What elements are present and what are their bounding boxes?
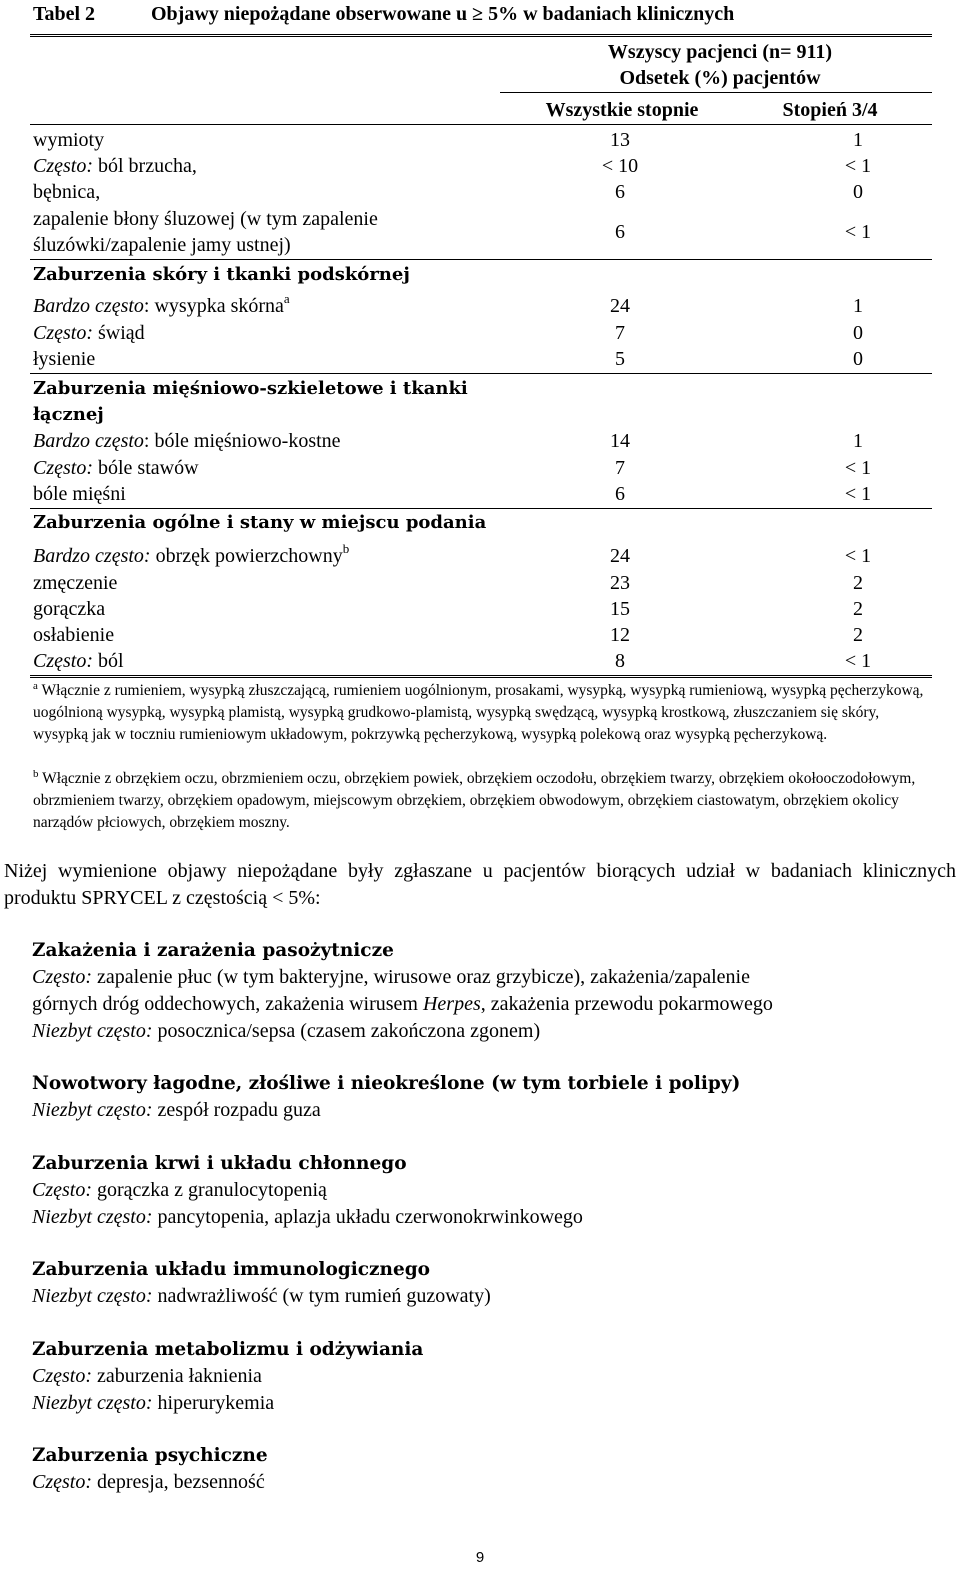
section-heading: Zakażenia i zarażenia pasożytnicze	[32, 940, 394, 961]
cell-all-grades: 12	[610, 624, 630, 646]
section-heading: Zaburzenia metabolizmu i odżywiania	[32, 1339, 424, 1360]
intro-paragraph: Niżej wymienione objawy niepożądane były zgłaszane u pacjentów biorących udział w badaniach klinicznych produktu SPRYCEL z częstością < 5%:	[4, 860, 956, 909]
section-line: Niezbyt często: posocznica/sepsa (czasem zakończona zgonem)	[32, 1020, 541, 1042]
section-line: Często: zapalenie płuc (w tym bakteryjne, wirusowe oraz grzybicze), zakażenia/zapalenie	[32, 966, 750, 988]
group-header-percent: Odsetek (%) pacjentów	[619, 67, 821, 89]
cell-all-grades: 15	[610, 598, 630, 620]
cell-grade-3-4: 0	[853, 322, 863, 344]
footnote-marker: a	[283, 291, 290, 306]
column-header-all-grades: Wszystkie stopnie	[545, 99, 699, 121]
document-page: Tabel 2 Objawy niepożądane obserwowane u ≥ 5% w badaniach klinicznych Wszyscy pacjenci (n= 911) Odsetek (%) pacjentów Wszystkie stopnie Stopień 3/4 wymioty 13 1 Często: ból brzucha, < 10 < 1 bębnica, 6 0 zapalenie błony śluzowej (w tym zapalenie śluzówki/zapalenie jamy ustnej) 6 < 1 Zaburzenia skóry i tkanki podskórnej Bardzo często: wysypka skórna$^a$ 24 1 Często: świąd 7 0 łysienie 5 0 Zaburzenia mięśniowo-szkieletowe i tkanki łącznej Bardzo często: bóle mięśniowo-kostne 14 1 Często: bóle stawów 7 < 1 bóle mięśni 6 < 1 Zaburzenia ogólne i stany w miejscu podania Bardzo często: obrzęk powierzchowny$^b$ 24 < 1 zmęczenie 23 2 gorączka 15 2 osłabienie 12 2 Często: ból 8 < 1 $^a$ Włącznie z rumieniem, wysypką złuszczającą, rumieniem uogólnionym, prosakami, wysypką, wysypką rumieniową, wysypką pęcherzykową, uogólnioną wysypką, wysypką plamistą, wysypką grudkowo-plamistą, wysypką swędzącą, wysypką krostkową, złuszczaniem się skóry, wysypką jak w toczniu rumieniowym układowym, pokrzywką pęcherzykową, wysypką polekową oraz wysypką pęcherzykową. $^b$ Włącznie z obrzękiem oczu, obrzmieniem oczu, obrzękiem powiek, obrzękiem oczodołu, obrzękiem twarzy, obrzękiem okołooczodołowym, obrzmieniem twarzy, obrzękiem opadowym, miejscowym obrzękiem, obrzękiem obwodowym, obrzękiem ciastowatym, obrzękiem okolicy narządów płciowych, obrzękiem moszny. Niżej wymienione objawy niepożądane były zgłaszane u pacjentów biorących udział w badaniach klinicznych produktu SPRYCEL z częstością < 5%: Zakażenia i zarażenia pasożytnicze Często: zapalenie płuc (w tym bakteryjne, wirusowe oraz grzybicze), zakażenia/zapalenie górnych dróg oddechowych, zakażenia wirusem Herpes, zakażenia przewodu pokarmowego Niezbyt często: posocznica/sepsa (czasem zakończona zgonem) Nowotwory łagodne, złośliwe i nieokreślone (w tym torbiele i polipy) Niezbyt często: zespół rozpadu guza Zaburzenia krwi i układu chłonnego Często: gorączka z granulocytopenią Niezbyt często: pancytopenia, aplazja układu czerwonokrwinkowego Zaburzenia układu immunologicznego Niezbyt często: nadwrażliwość (w tym rumień guzowaty) Zaburzenia metabolizmu i odżywiania Często: zaburzenia łaknienia Niezbyt często: hiperurykemia Zaburzenia psychiczne Często: depresja, bezsenność 9	[0, 0, 960, 1569]
section-line: Niezbyt często: nadwrażliwość (w tym rumień guzowaty)	[32, 1285, 491, 1307]
soc-section	[32, 1442, 932, 1496]
section-heading: Zaburzenia układu immunologicznego	[32, 1259, 431, 1280]
table-label: Tabel 2	[33, 3, 96, 25]
section-line: Niezbyt często: zespół rozpadu guza	[32, 1099, 321, 1121]
footnote-marker: b	[342, 541, 350, 556]
footnote-a: $^a$ Włącznie z rumieniem, wysypką złuszczającą, rumieniem uogólnionym, prosakami, wysypką, wysypką rumieniową, wysypką pęcherzykową, uogólnioną wysypką, wysypką plamistą, wysypką grudkowo-plamistą, wysypką swędzącą, wysypką krostkową, złuszczaniem się skóry, wysypką jak w toczniu rumieniowym układowym, pokrzywką pęcherzykową, wysypką polekową oraz wysypką pęcherzykową.	[33, 680, 924, 743]
cell-grade-3-4: < 1	[844, 650, 872, 672]
cell-grade-3-4: < 1	[844, 483, 872, 505]
cell-grade-3-4: 0	[853, 348, 863, 370]
table-top-rule	[30, 34, 932, 37]
cell-grade-3-4: < 1	[844, 457, 872, 479]
header-divider	[500, 92, 932, 93]
section-line: górnych dróg oddechowych, zakażenia wirusem Herpes, zakażenia przewodu pokarmowego	[32, 993, 773, 1015]
cell-all-grades: 24	[610, 295, 630, 317]
cell-grade-3-4: 2	[853, 572, 863, 594]
table-bottom-rule	[30, 675, 932, 678]
cell-all-grades: 6	[615, 181, 625, 203]
soc-section	[32, 1070, 932, 1124]
cell-all-grades: 23	[610, 572, 630, 594]
table-title: Objawy niepożądane obserwowane u ≥ 5% w badaniach klinicznych	[151, 3, 735, 25]
cell-all-grades: 24	[610, 545, 630, 567]
cell-all-grades: 14	[610, 430, 630, 452]
section-heading: Zaburzenia psychiczne	[32, 1445, 268, 1466]
cell-grade-3-4: 2	[853, 598, 863, 620]
cell-grade-3-4: 0	[853, 181, 863, 203]
cell-grade-3-4: < 1	[844, 545, 872, 567]
soc-section	[32, 937, 932, 1045]
footnote-b: $^b$ Włącznie z obrzękiem oczu, obrzmieniem oczu, obrzękiem powiek, obrzękiem oczodołu, obrzękiem twarzy, obrzękiem okołooczodołowym, obrzmieniem twarzy, obrzękiem opadowym, miejscowym obrzękiem, obrzękiem obwodowym, obrzękiem ciastowatym, obrzękiem okolicy narządów płciowych, obrzękiem moszny.	[33, 768, 916, 831]
group-header-patients: Wszyscy pacjenci (n= 911)	[607, 41, 833, 63]
cell-all-grades: 5	[615, 348, 625, 370]
cell-all-grades: 8	[615, 650, 625, 672]
cell-all-grades: < 10	[601, 155, 639, 177]
column-header-grade-3-4: Stopień 3/4	[782, 99, 878, 121]
section-line: Często: zaburzenia łaknienia	[32, 1365, 262, 1387]
cell-all-grades: 6	[615, 221, 625, 243]
table-row: zapalenie błony śluzowej (w tym zapalenie śluzówki/zapalenie jamy ustnej) 6 < 1	[33, 206, 932, 258]
section-line: Często: gorączka z granulocytopenią	[32, 1179, 327, 1201]
section-line: Niezbyt często: hiperurykemia	[32, 1392, 275, 1414]
section-line: Niezbyt często: pancytopenia, aplazja układu czerwonokrwinkowego	[32, 1206, 583, 1228]
section-rule	[30, 373, 932, 374]
cell-grade-3-4: 1	[853, 430, 863, 452]
section-heading: Nowotwory łagodne, złośliwe i nieokreślone (w tym torbiele i polipy)	[32, 1073, 741, 1094]
cell-all-grades: 6	[615, 483, 625, 505]
page-number: 9	[475, 1549, 485, 1566]
cell-all-grades: 7	[615, 322, 625, 344]
section-line: Często: depresja, bezsenność	[32, 1471, 265, 1493]
section-rule	[30, 508, 932, 509]
soc-section	[32, 1336, 932, 1417]
cell-all-grades: 7	[615, 457, 625, 479]
soc-section	[32, 1150, 932, 1231]
cell-grade-3-4: 2	[853, 624, 863, 646]
cell-grade-3-4: 1	[853, 129, 863, 151]
cell-all-grades: 13	[610, 129, 630, 151]
cell-grade-3-4: 1	[853, 295, 863, 317]
cell-grade-3-4: < 1	[844, 221, 872, 243]
section-heading: Zaburzenia krwi i układu chłonnego	[32, 1153, 407, 1174]
footnote-a-marker: a	[33, 680, 38, 692]
soc-section	[32, 1256, 932, 1310]
header-bottom-rule	[30, 124, 932, 125]
footnote-b-marker: b	[33, 768, 39, 780]
cell-grade-3-4: < 1	[844, 155, 872, 177]
section-rule	[30, 259, 932, 260]
